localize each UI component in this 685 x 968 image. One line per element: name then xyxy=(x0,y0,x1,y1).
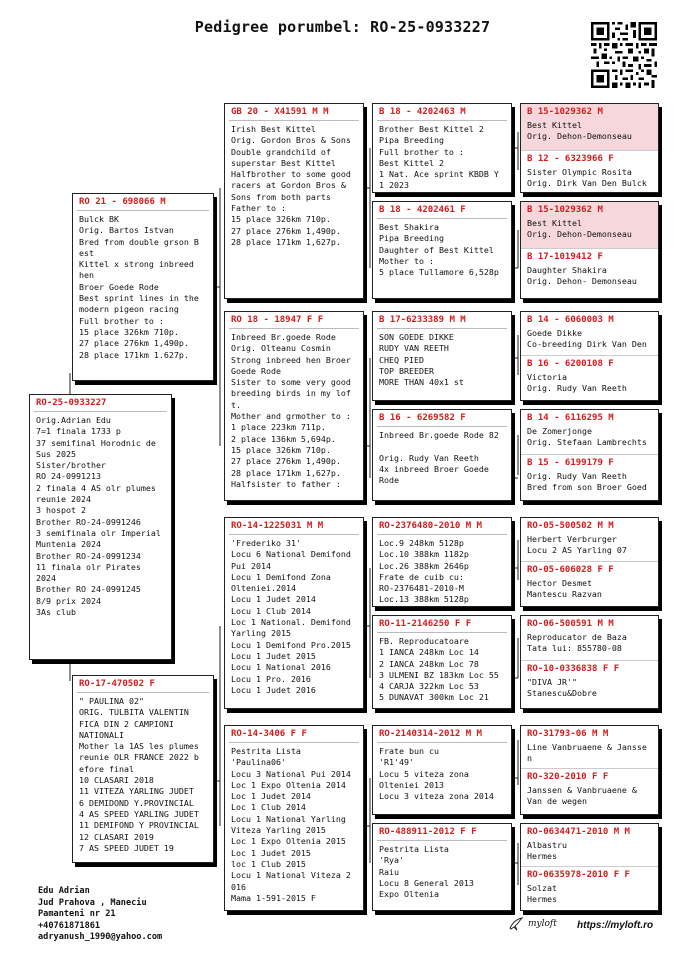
great-grandparent-id: B 17-6233389 M M xyxy=(379,315,466,325)
subject-id: RO-25-0933227 xyxy=(36,398,107,408)
sire-id: RO 21 - 698066 M xyxy=(79,197,166,207)
sire-details: Bulck BK Orig. Bartos Istvan Bred from double grson B est Kittel x strong inbreed hen Broer Goede Rode Best sprint lines in the modern pigeon racing Full brother to : 15 place 326km 710p. 27 place 276km 1,490p. 28 place 171km 1.627p. xyxy=(79,214,199,360)
ancestor-details: Best Kittel Orig. Dehon-Demonseau xyxy=(527,218,632,240)
ancestor-id: B 14 - 6116295 M xyxy=(527,413,614,423)
gen4-female xyxy=(521,768,658,811)
owner-email[interactable]: adryanush_1990@yahoo.com xyxy=(38,932,163,942)
ancestor-id: B 16 - 6200108 F xyxy=(527,359,614,369)
gen4-pair-card xyxy=(520,823,659,911)
grandparent-id: RO 18 - 18947 F F xyxy=(231,315,324,325)
great-grandparent-card xyxy=(372,201,512,299)
ancestor-details: Goede Dikke Co-breeding Dirk Van Den xyxy=(527,328,647,350)
ancestor-id: RO-0634471-2010 M M xyxy=(527,827,630,837)
great-grandparent-details: Frate bun cu 'R1'49' Locu 5 viteza zona Olteniei 2013 Locu 3 viteza zona 2014 xyxy=(379,746,494,802)
grandparent-card xyxy=(224,725,364,911)
gen4-male xyxy=(521,312,658,355)
owner-address: Pamanteni nr 21 xyxy=(38,909,116,919)
owner-phone: +40761871861 xyxy=(38,920,101,931)
ancestor-id: RO-10-0336838 F F xyxy=(527,664,620,674)
dam-card xyxy=(72,675,214,863)
ancestor-details: Solzat Hermes xyxy=(527,883,557,905)
grandparent-card xyxy=(224,311,364,501)
gen4-female xyxy=(521,454,658,497)
gen4-pair-card xyxy=(520,103,659,193)
owner-name: Edu Adrian xyxy=(38,886,90,896)
ancestor-details: Orig. Rudy Van Reeth Bred from son Broer Goed xyxy=(527,471,647,493)
ancestor-details: Victoria Orig. Rudy Van Reeth xyxy=(527,372,627,394)
ancestor-id: RO-06-500591 M M xyxy=(527,619,614,629)
gen4-female xyxy=(521,150,658,193)
dam-details: " PAULINA 02" ORIG. TULBITA VALENTIN FICA DIN 2 CAMPIONI NATIONALI Mother la 1AS les plumes reunie OLR FRANCE 2022 b efore final 10 CLASARI 2018 11 VITEZA YARLING JUDET 6 DEMIDOND Y.PROVINCIAL 4 AS SPEED YARLING JUDET 11 DEMIFOND Y PROVINCIAL 12 CLASARI 2019 7 AS SPEED JUDET 19 xyxy=(79,696,199,853)
ancestor-details: Herbert Verbrurger Locu 2 AS Yarling 07 xyxy=(527,534,627,556)
ancestor-details: Sister Olympic Rosita Orig. Dirk Van Den Bulck xyxy=(527,167,647,189)
great-grandparent-id: B 18 - 4202461 F xyxy=(379,205,466,215)
gen4-female xyxy=(521,866,658,909)
great-grandparent-details: Pestrita Lista 'Rya' Raiu Locu 8 General 2013 Expo Oltenia xyxy=(379,844,474,900)
dam-id: RO-17-470502 F xyxy=(79,679,155,689)
subject-card xyxy=(29,394,172,660)
gen4-female xyxy=(521,355,658,398)
gen4-pair-card xyxy=(520,311,659,401)
ancestor-id: B 12 - 6323966 F xyxy=(527,154,614,164)
great-grandparent-id: RO-2140314-2012 M M xyxy=(379,729,482,739)
gen4-female xyxy=(521,561,658,604)
gen4-male xyxy=(521,104,658,150)
grandparent-details: Inbreed Br.goede Rode Orig. Olteanu Cosmin Strong inbreed hen Broer Goede Rode Sister to some very good breeding birds in my lof t. Mother and grmother to : 1 place 223km 711p. 2 place 136km 5,694p. 15 place 326km 710p. 27 place 276km 1,490p. 28 place 171km 1,627p. Halfsister to father : xyxy=(231,332,351,489)
great-grandparent-card xyxy=(372,103,512,193)
ancestor-id: B 17-1019412 F xyxy=(527,252,603,262)
ancestor-id: B 15-1029362 M xyxy=(527,205,603,215)
ancestor-id: B 14 - 6060003 M xyxy=(527,315,614,325)
ancestor-details: Line Vanbruaene & Jansse n xyxy=(527,742,652,764)
ancestor-details: Reproducator de Baza Tata lui: 855780-08 xyxy=(527,632,627,654)
myloft-logo xyxy=(508,916,557,932)
ancestor-id: B 15-1029362 M xyxy=(527,107,603,117)
grandparent-card xyxy=(224,517,364,709)
great-grandparent-details: Inbreed Br.goede Rode 82 Orig. Rudy Van Reeth 4x inbreed Broer Goede Rode xyxy=(379,430,499,486)
gen4-male xyxy=(521,202,658,248)
sire-card xyxy=(72,193,214,381)
subject-details: Orig.Adrian Edu 7=1 finala 1733 p 37 semifinal Horodnic de Sus 2025 Sister/brother RO 24-0991213 2 finala 4 AS olr plumes reunie 2024 3 hospot 2 Brother RO-24-0991246 3 semifinala olr Imperial Muntenia 2024 Brother RO-24-0991234 11 finala olr Pirates 2024 Brother RO 24-0991245 8/9 prix 2024 3As club xyxy=(36,415,161,618)
great-grandparent-card xyxy=(372,409,512,501)
ancestor-id: RO-31793-06 M M xyxy=(527,729,609,739)
owner-county: Jud Prahova , Maneciu xyxy=(38,897,147,908)
website-link[interactable]: https://myloft.ro xyxy=(577,920,654,931)
great-grandparent-details: Best Shakira Pipa Breeding Daughter of Best Kittel Mother to : 5 place Tullamore 6,528p xyxy=(379,222,499,278)
great-grandparent-id: B 16 - 6269582 F xyxy=(379,413,466,423)
ancestor-id: RO-05-606028 F F xyxy=(527,565,614,575)
ancestor-id: RO-320-2010 F F xyxy=(527,772,609,782)
gen4-pair-card xyxy=(520,615,659,709)
great-grandparent-details: FB. Reproducatoare 1 IANCA 248km Loc 14 2 IANCA 248km Loc 78 3 ULMENI BZ 183km Loc 55 4 CARJA 322km Loc 53 5 DUNAVAT 300km Loc 21 xyxy=(379,636,499,703)
gen4-female xyxy=(521,660,658,703)
grandparent-id: GB 20 - X41591 M M xyxy=(231,107,329,117)
gen4-pair-card xyxy=(520,409,659,501)
ancestor-details: Janssen & Vanbruaene & Van de wegen xyxy=(527,785,642,807)
grandparent-details: 'Frederiko 31' Locu 6 National Demifond Pui 2014 Locu 1 Demifond Zona Olteniei.2014 Locu 1 Judet 2014 Locu 1 Club 2014 Loc 1 National. Demifond Yarling 2015 Locu 1 Demifond Pro.2015 Locu 1 Judet 2015 Locu 1 National 2016 Locu 1 Pro. 2016 Locu 1 Judet 2016 xyxy=(231,538,351,695)
ancestor-details: Albastru Hermes xyxy=(527,840,567,862)
owner-info xyxy=(38,886,162,944)
grandparent-details: Irish Best Kittel Orig. Gordon Bros & Sons Double grandchild of superstar Best Kittel Halfbrother to some good racers at Gordon Bros & Sons from both parts Father to : 15 place 326km 710p. 27 place 276km 1,490p. 28 place 171km 1,627p. xyxy=(231,124,351,247)
ancestor-details: Daughter Shakira Orig. Dehon- Demonseau xyxy=(527,265,637,287)
logo-text: myloft xyxy=(528,919,557,929)
great-grandparent-id: RO-488911-2012 F F xyxy=(379,827,477,837)
gen4-male xyxy=(521,616,658,660)
ancestor-details: Best Kittel Orig. Dehon-Demonseau xyxy=(527,120,632,142)
page-title: Pedigree porumbel: RO-25-0933227 xyxy=(194,18,491,36)
great-grandparent-card xyxy=(372,517,512,607)
gen4-male xyxy=(521,518,658,561)
great-grandparent-card xyxy=(372,725,512,815)
great-grandparent-card xyxy=(372,615,512,709)
great-grandparent-details: SON GOEDE DIKKE RUDY VAN REETH CHEQ PIED TOP BREEDER MORE THAN 40x1 st xyxy=(379,332,464,388)
ancestor-id: RO-0635978-2010 F F xyxy=(527,870,630,880)
ancestor-id: RO-05-500502 M M xyxy=(527,521,614,531)
grandparent-id: RO-14-3406 F F xyxy=(231,729,307,739)
grandparent-details: Pestrita Lista 'Paulina06' Locu 3 National Pui 2014 Loc 1 Expo Oltenia 2014 Loc 1 Judet 2014 Loc 1 Club 2014 Locu 1 National Yarling Viteza Yarling 2015 Loc 1 Expo Oltenia 2015 Loc 1 Judet 2015 loc 1 Club 2015 Locu 1 National Viteza 2 016 Mama 1-591-2015 F xyxy=(231,746,351,903)
ancestor-details: Hector Desmet Mantescu Razvan xyxy=(527,578,602,600)
great-grandparent-id: B 18 - 4202463 M xyxy=(379,107,466,117)
great-grandparent-card xyxy=(372,311,512,401)
ancestor-id: B 15 - 6199179 F xyxy=(527,458,614,468)
ancestor-details: "DIVA JR'" Stanescu&Dobre xyxy=(527,677,597,699)
grandparent-card xyxy=(224,103,364,299)
grandparent-id: RO-14-1225031 M M xyxy=(231,521,324,531)
pigeon-icon xyxy=(508,916,524,932)
gen4-male xyxy=(521,410,658,454)
great-grandparent-card xyxy=(372,823,512,911)
great-grandparent-details: Loc.9 248km 5128p Loc.10 388km 1182p Loc.26 388km 2646p Frate de cuib cu: RO-2376481-2010-M Loc.13 388km 5128p xyxy=(379,538,469,605)
gen4-pair-card xyxy=(520,725,659,815)
great-grandparent-details: Brother Best Kittel 2 Pipa Breeding Full brother to : Best Kittel 2 1 Nat. Ace sprint KBDB Y 1 2023 xyxy=(379,124,499,191)
gen4-pair-card xyxy=(520,201,659,299)
great-grandparent-id: RO-2376480-2010 M M xyxy=(379,521,482,531)
gen4-pair-card xyxy=(520,517,659,607)
ancestor-details: De Zomerjonge Orig. Stefaan Lambrechts xyxy=(527,426,647,448)
gen4-male xyxy=(521,726,658,768)
gen4-male xyxy=(521,824,658,866)
gen4-female xyxy=(521,248,658,291)
great-grandparent-id: RO-11-2146250 F F xyxy=(379,619,472,629)
